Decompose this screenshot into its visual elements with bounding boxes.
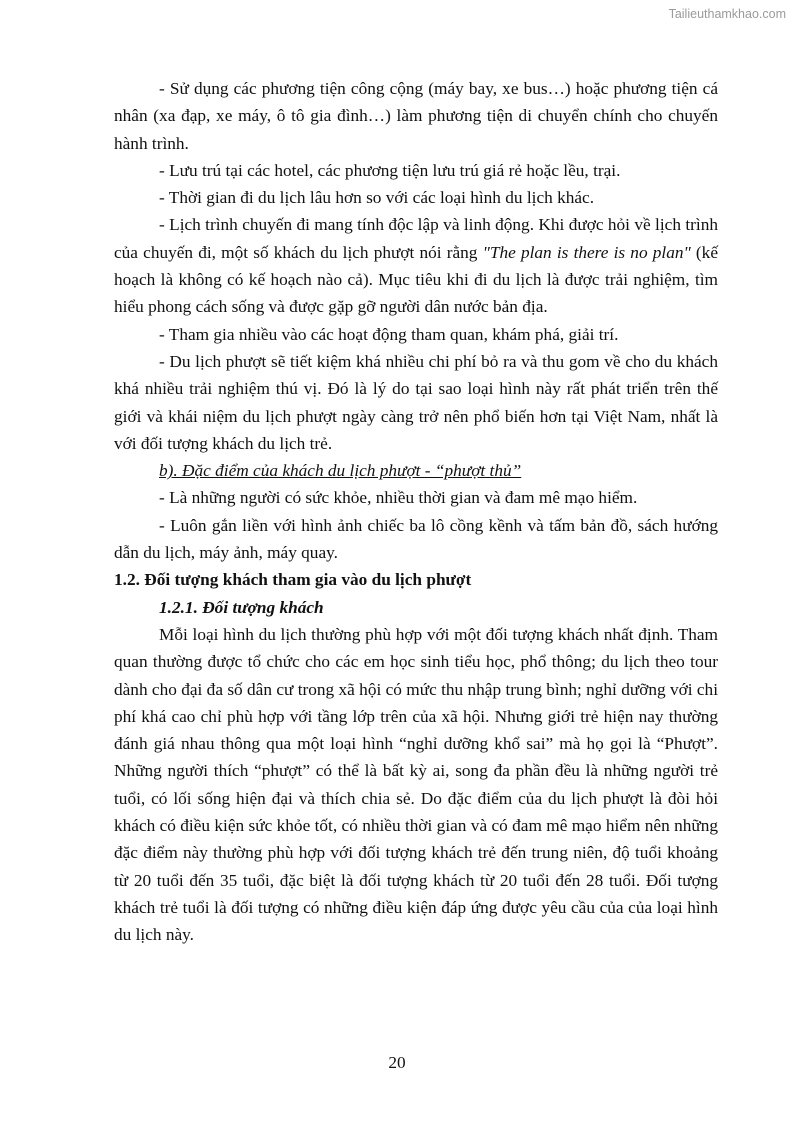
paragraph-transport: - Sử dụng các phương tiện công cộng (máy bay, xe bus…) hoặc phương tiện cá nhân (xa đạp, xe máy, ô tô gia đình…) làm phương tiện di chuyển chính cho chuyến hành trình. [114,79,718,153]
paragraph-duration: - Thời gian đi du lịch lâu hơn so với các loại hình du lịch khác. [159,188,595,208]
subheading-characteristics [114,457,718,484]
page-number: 20 [388,1053,406,1072]
paragraph-health: - Là những người có sức khỏe, nhiều thời gian và đam mê mạo hiểm. [159,488,638,508]
paragraph-target-customers: Mỗi loại hình du lịch thường phù hợp với một đối tượng khách nhất định. Tham quan thường được tổ chức cho các em học sinh tiểu học, phổ thông; du lịch theo tour dành cho đại đa số dân cư trong xã hội có mức thu nhập trung bình; nghỉ dưỡng với chi phí khá cao chỉ phù hợp với tầng lớp trên của xã hội. Nhưng giới trẻ hiện nay thường đánh giá nhau thông qua một loại hình “nghỉ dưỡng khổ sai” mà họ gọi là “Phượt”. Những người thích “phượt” có thể là bất kỳ ai, song đa phần đều là những người trẻ tuổi, có lối sống hiện đại và thích chia sẻ. Do đặc điểm của du lịch phượt là đòi hỏi khách có điều kiện sức khỏe tốt, có nhiều thời gian và có đam mê mạo hiểm nên những đặc điểm này thường phù hợp với đối tượng khách trẻ đến trung niên, độ tuổi khoảng từ 20 tuổi đến 35 tuổi, đặc biệt là đối tượng khách từ 20 tuổi đến 28 tuổi. Đối tượng khách trẻ tuổi là đối tượng có những điều kiện đáp ứng được yêu cầu của của loại hình du lịch này. [114,624,718,945]
section-heading: 1.2. Đối tượng khách tham gia vào du lịch phượt [114,570,472,590]
paragraph-cost: - Du lịch phượt sẽ tiết kiệm khá nhiều chi phí bỏ ra và thu gom về cho du khách khá nhiều trải nghiệm thú vị. Đó là lý do tại sao loại hình này rất phát triển trên thế giới và khái niệm du lịch phượt ngày càng trở nên phổ biến hơn tại Việt Nam, nhất là với đối tượng khách du lịch trẻ. [114,351,718,453]
watermark: Tailieuthamkhao.com [668,7,786,21]
subsection-heading: 1.2.1. Đối tượng khách [159,597,324,617]
characteristics-heading-text: b). Đặc điểm của khách du lịch phượt - “phượt thủ” [159,461,522,481]
paragraph-itinerary [114,211,718,320]
paragraph-backpack: - Luôn gắn liền với hình ảnh chiếc ba lô cồng kềnh và tấm bản đồ, sách hướng dẫn du lịch, máy ảnh, máy quay. [114,515,718,563]
paragraph-activities: - Tham gia nhiều vào các hoạt động tham quan, khám phá, giải trí. [159,324,619,344]
paragraph-accommodation: - Lưu trú tại các hotel, các phương tiện lưu trú giá rẻ hoặc lều, trại. [159,160,621,180]
itinerary-quote: "The plan is there is no plan" [482,242,691,262]
page-content [114,75,718,949]
itinerary-text-b: (kế hoạch là không có kế hoạch nào cả). Mục tiêu khi đi du lịch là được trải nghiệm, tìm hiểu phong cách sống và được gặp gỡ người dân nước bản địa. [114,242,718,317]
itinerary-text-a: - Lịch trình chuyến đi mang tính độc lập và linh động. Khi được hỏi về lịch trình của chuyến đi, một số khách du lịch phượt nói rằng [114,215,718,262]
